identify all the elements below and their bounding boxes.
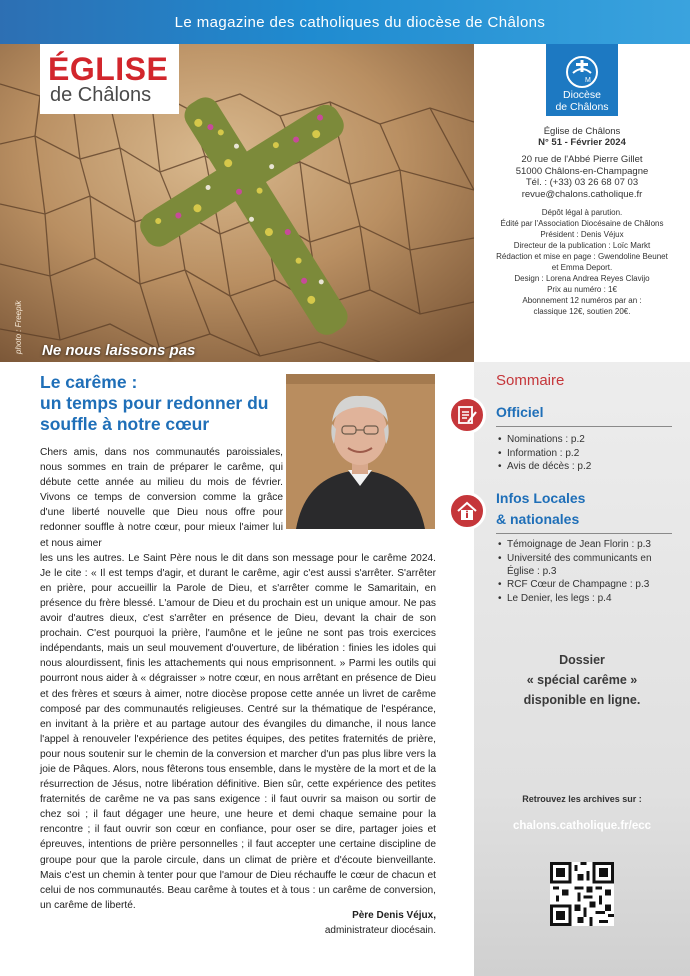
legal-line: Design : Lorena Andrea Reyes Clavijo [514,274,650,283]
dossier-callout [474,650,690,710]
section-infos-title-line2: & nationales [496,511,580,527]
banner-text: Le magazine des catholiques du diocèse de Châlons [174,13,546,31]
sommaire-title: Sommaire [496,372,565,389]
logo-sub-text: de Châlons [50,84,152,106]
hero-caption [42,340,262,362]
section-divider [496,426,672,427]
legal-line: Dépôt légal à parution. [541,208,623,217]
address-block [474,154,690,200]
logo-main-text: ÉGLISE [48,51,169,87]
legal-block [474,207,690,317]
phone-line: Tél. : (+33) 03 26 68 07 03 [525,177,639,188]
top-banner [0,0,690,44]
magazine-name: Église de Châlons [543,126,621,137]
diocese-emblem-icon [565,55,599,89]
hero-caption-line1: Ne nous laissons pas [42,342,196,359]
article-title-line3: souffle à notre cœur [40,414,210,434]
hero-image [0,44,474,362]
archives-label: Retrouvez les archives sur : [522,794,642,804]
legal-line: et Emma Deport. [551,263,613,272]
address-line: 20 rue de l'Abbé Pierre Gillet [521,154,643,165]
article-body [40,445,436,913]
svg-text:M: M [585,77,591,84]
house-info-icon [448,492,486,530]
section-infos-list [498,538,678,605]
list-item[interactable]: • Le Denier, les legs : p.4 [498,592,678,605]
article-title-line2: un temps pour redonner du [40,393,269,413]
legal-line: classique 12€, soutien 20€. [533,307,631,316]
section-infos-title-line1: Infos Locales [496,490,586,506]
legal-line: Président : Denis Véjux [540,230,624,239]
section-infos-title[interactable] [496,488,585,530]
list-item[interactable]: • Information : p.2 [498,447,678,460]
signature-name: Père Denis Véjux, [352,910,436,921]
eglise-de-chalons-logo [40,44,179,114]
legal-line: Prix au numéro : 1€ [547,285,617,294]
section-officiel-title[interactable]: Officiel [496,404,544,420]
article-signature [236,908,436,938]
article-title-line1: Le carême : [40,372,138,392]
hero-caption-line2 [42,361,262,362]
dossier-line1: Dossier [559,653,605,667]
document-pen-icon [448,396,486,434]
qr-code[interactable] [550,862,614,926]
list-item[interactable]: • Avis de décès : p.2 [498,460,678,473]
dossier-line3: disponible en ligne. [523,693,641,707]
signature-role: administrateur diocésain. [324,925,436,936]
sommaire-sidebar [474,362,690,976]
archives-link[interactable]: chalons.catholique.fr/ecc [512,820,652,832]
diocese-logo-line1: Diocèse [563,89,601,101]
diocese-logo-line2: de Châlons [555,101,609,113]
legal-line: Directeur de la publication : Loïc Markt [513,241,651,250]
section-officiel-list [498,433,678,474]
photo-credit: photo : Freepik [14,300,23,354]
masthead-column [474,44,690,362]
dossier-line2: « spécial carême » [526,673,638,687]
legal-line: Abonnement 12 numéros par an : [522,296,642,305]
diocese-logo [546,44,618,116]
section-divider [496,533,672,534]
article-paragraph: Chers amis, dans nos communautés paroissiales, nous sommes en train de préparer le carême, qui débute cette année au milieu du mois de février. Vivons ce temps de conversion comme la grâce d'une liberté nouvelle que Dieu nous offre pour redonner souffle à notre cœur, pour mieux l'aimer lui et nous aimer [40,447,283,549]
article-paragraph: les uns les autres. Le Saint Père nous le dit dans son message pour le carême 2024. Je le cite : « Il est temps d'agir, et durant le carême, agir c'est aussi s'arrêter. S'arrêter en prière, pour accueillir la Parole de Dieu, et s'arrêter comme le Samaritain, en présence du frère blessé. L'amour de Dieu et du prochain est un unique amour. Ne pas avoir d'autres dieux, c'est s'arrêter en présence de Dieu, devant la chair de son prochain. C'est pourquoi la prière, l'aumône et le jeûne ne sont pas trois exercices indépendants, mais un seul mouvement d'ouverture, de libération : finies les idoles qui nous alourdissent, finis les attachements qui nous emprisonnent. » Parmi les outils qui pourront nous aider à « dégraisser » notre cœur, en nous arrêtant en présence de Dieu et des frères et sœurs à aimer, notre diocèse propose cette année un livret de carême composé par des communautés religieuses. Centré sur la thématique de l'espérance, en invitant à la prière et au partage autour des évangiles du dimanche, il nous lance l'appel à renouveler l'expérience des petites équipes, des petites fraternités de prière, pour nous soutenir sur le chemin de la conversion et marcher d'un pas plus libre vers la joie de Pâques. Alors, nous fêterons tous ensemble, dans le mystère de la mort et de la résurrection de Jésus, notre libération définitive. Bien sûr, cette expérience des petites fraternités de carême ne va pas sans exigence : il faut ouvrir sa maison ou sortir de chez soi ; il faut dégager une heure, une heure et demi chaque semaine pour la rencontre ; il faut ouvrir son cœur en confiance, pour oser se dire, partager joies et épreuves, intentions de prière personnelles ; il faut accepter une certaine discipline de groupe pour que la parole circule, dans un climat de prière et d'écoute bienveillante. Mais c'est un chemin à tenter pour que l'amour de Dieu réchauffe le cœur de chacun et celui de nos communautés. Beau carême à toutes et à tous : un carême de conversion, un carême de liberté. [40,552,436,911]
list-item[interactable]: • Nominations : p.2 [498,433,678,446]
legal-line: Édité par l'Association Diocésaine de Châlons [500,219,664,228]
list-item[interactable]: • RCF Cœur de Champagne : p.3 [498,578,678,591]
email-line[interactable]: revue@chalons.catholique.fr [521,188,643,200]
list-item[interactable]: • Témoignage de Jean Florin : p.3 [498,538,678,551]
list-item[interactable]: • Université des communicants en Église : p.3 [498,552,678,578]
issue-number: N° 51 - Février 2024 [538,137,626,148]
address-line: 51000 Châlons-en-Champagne [515,165,649,177]
article-title [40,372,280,435]
legal-line: Rédaction et mise en page : Gwendoline Beunet [496,252,668,261]
